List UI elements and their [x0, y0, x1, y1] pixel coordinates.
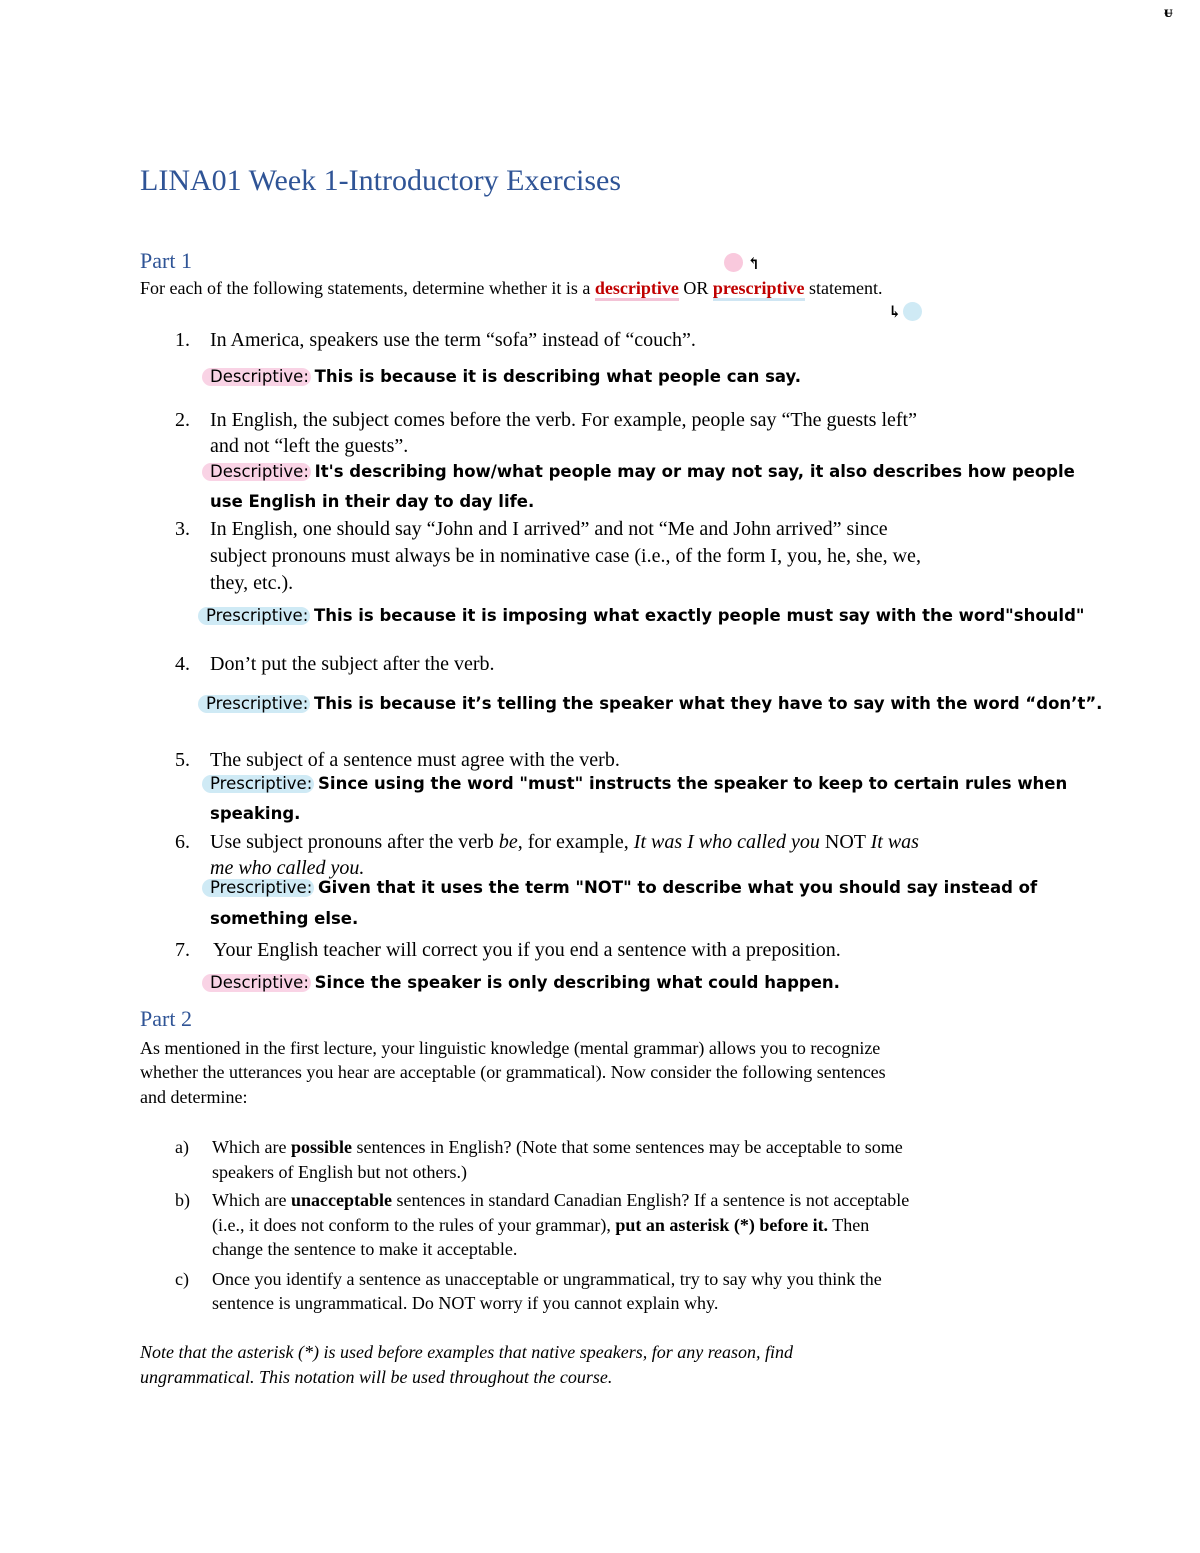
- statement-part: , for example,: [517, 831, 634, 853]
- item-statement: In English, the subject comes before the verb. For example, people say “The guests left”: [210, 409, 917, 431]
- statement-italic: It was I who called you: [633, 831, 820, 853]
- text-part: sentences in standard Canadian English? If a sentence is not acceptable: [391, 1190, 910, 1210]
- answer-line: [210, 462, 1075, 481]
- item-number: 6.: [175, 831, 190, 853]
- item-number: 5.: [175, 749, 190, 771]
- part2-intro: and determine:: [140, 1087, 248, 1107]
- answer-text: Given that it uses the term "NOT" to describe what you should say instead of: [318, 878, 1038, 897]
- item-statement: they, etc.).: [210, 572, 294, 594]
- part2-intro: whether the utterances you hear are acceptable (or grammatical). Now consider the following sentences: [140, 1062, 886, 1082]
- answer-tag-prescriptive: Prescriptive:: [206, 606, 309, 625]
- answer-line: [210, 973, 840, 992]
- text-part: Then: [828, 1215, 870, 1235]
- answer-tag-descriptive: Descriptive:: [210, 367, 309, 386]
- answer-tag-descriptive: Descriptive:: [210, 973, 309, 992]
- part1-heading: Part 1: [140, 248, 192, 273]
- instr-post: statement.: [809, 278, 883, 298]
- item-statement: me who called you.: [210, 857, 365, 879]
- text-bold: put an asterisk (*) before it.: [615, 1215, 829, 1235]
- reply-arrow-icon: ↰: [747, 256, 761, 273]
- keyword-prescriptive: prescriptive: [712, 278, 805, 298]
- text-part: sentences in English? (Note that some sentences may be acceptable to some: [351, 1137, 903, 1157]
- note-text: Note that the asterisk (*) is used before examples that native speakers, for any reason, find: [140, 1342, 794, 1362]
- answer-text: It's describing how/what people may or may not say, it also describes how people: [314, 462, 1075, 481]
- answer-line: [206, 606, 1085, 625]
- text-part: Which are: [212, 1190, 291, 1210]
- answer-tag-prescriptive: Prescriptive:: [210, 878, 313, 897]
- answer-text: something else.: [210, 909, 359, 928]
- list-item-continued: sentence is ungrammatical. Do NOT worry if you cannot explain why.: [212, 1293, 719, 1313]
- item-statement: Your English teacher will correct you if you end a sentence with a preposition.: [213, 939, 841, 961]
- part1-instructions: [140, 278, 883, 299]
- item-statement: and not “left the guests”.: [210, 435, 409, 457]
- text-part: Which are: [212, 1137, 291, 1157]
- list-label: a): [175, 1137, 189, 1157]
- instr-pre: For each of the following statements, determine whether it is a: [140, 278, 591, 298]
- reply-arrow-icon: ↳: [888, 304, 902, 321]
- note-text: ungrammatical. This notation will be used throughout the course.: [140, 1367, 613, 1387]
- item-statement: In America, speakers use the term “sofa” instead of “couch”.: [210, 329, 696, 351]
- answer-tag-descriptive: Descriptive:: [210, 462, 309, 481]
- answer-text: Since using the word "must" instructs the speaker to keep to certain rules when: [318, 774, 1068, 793]
- list-label: b): [175, 1190, 190, 1210]
- item-number: 1.: [175, 329, 190, 351]
- list-label: c): [175, 1269, 189, 1289]
- list-item-continued: change the sentence to make it acceptable.: [212, 1239, 518, 1259]
- list-item: [212, 1190, 909, 1211]
- corner-mark: ᵾ: [1164, 4, 1173, 21]
- item-number: 2.: [175, 409, 190, 431]
- item-statement: In English, one should say “John and I arrived” and not “Me and John arrived” since: [210, 518, 888, 540]
- answer-tag-prescriptive: Prescriptive:: [210, 774, 313, 793]
- text-bold: possible: [290, 1137, 352, 1157]
- item-statement: [210, 831, 919, 854]
- comment-marker-pink[interactable]: [724, 253, 743, 272]
- item-statement: subject pronouns must always be in nominative case (i.e., of the form I, you, he, she, we,: [210, 545, 921, 567]
- item-number: 3.: [175, 518, 190, 540]
- answer-text: speaking.: [210, 804, 301, 823]
- answer-line: [210, 878, 1037, 897]
- statement-italic: It was: [870, 831, 919, 853]
- text-part: (i.e., it does not conform to the rules of your grammar),: [212, 1215, 616, 1235]
- answer-line: [206, 694, 1102, 713]
- part2-heading: Part 2: [140, 1006, 192, 1031]
- answer-line: [210, 367, 801, 386]
- statement-part: NOT: [819, 831, 871, 853]
- statement-part: Use subject pronouns after the verb: [210, 831, 499, 853]
- statement-italic: be: [498, 831, 518, 853]
- list-item: Once you identify a sentence as unacceptable or ungrammatical, try to say why you think the: [212, 1269, 882, 1289]
- answer-text: This is because it’s telling the speaker what they have to say with the word “don’t”.: [314, 694, 1103, 713]
- page-title: LINA01 Week 1-Introductory Exercises: [140, 164, 622, 197]
- answer-tag-prescriptive: Prescriptive:: [206, 694, 309, 713]
- item-statement: The subject of a sentence must agree with the verb.: [210, 749, 620, 771]
- list-item-continued: speakers of English but not others.): [212, 1162, 467, 1182]
- item-statement: Don’t put the subject after the verb.: [210, 653, 495, 675]
- answer-text: This is because it is imposing what exactly people must say with the word"should": [314, 606, 1085, 625]
- text-bold: unacceptable: [290, 1190, 392, 1210]
- answer-text: This is because it is describing what people can say.: [314, 367, 802, 386]
- answer-text: use English in their day to day life.: [210, 492, 535, 511]
- item-number: 7.: [175, 939, 190, 961]
- keyword-descriptive: descriptive: [594, 278, 679, 298]
- comment-marker-blue[interactable]: [903, 302, 922, 321]
- answer-text: Since the speaker is only describing what could happen.: [314, 973, 840, 992]
- item-number: 4.: [175, 653, 190, 675]
- list-item: [212, 1137, 903, 1158]
- answer-line: [210, 774, 1067, 793]
- instr-or: OR: [683, 278, 709, 298]
- list-item-continued: [212, 1215, 869, 1236]
- part2-intro: As mentioned in the first lecture, your linguistic knowledge (mental grammar) allows you to recognize: [140, 1038, 881, 1058]
